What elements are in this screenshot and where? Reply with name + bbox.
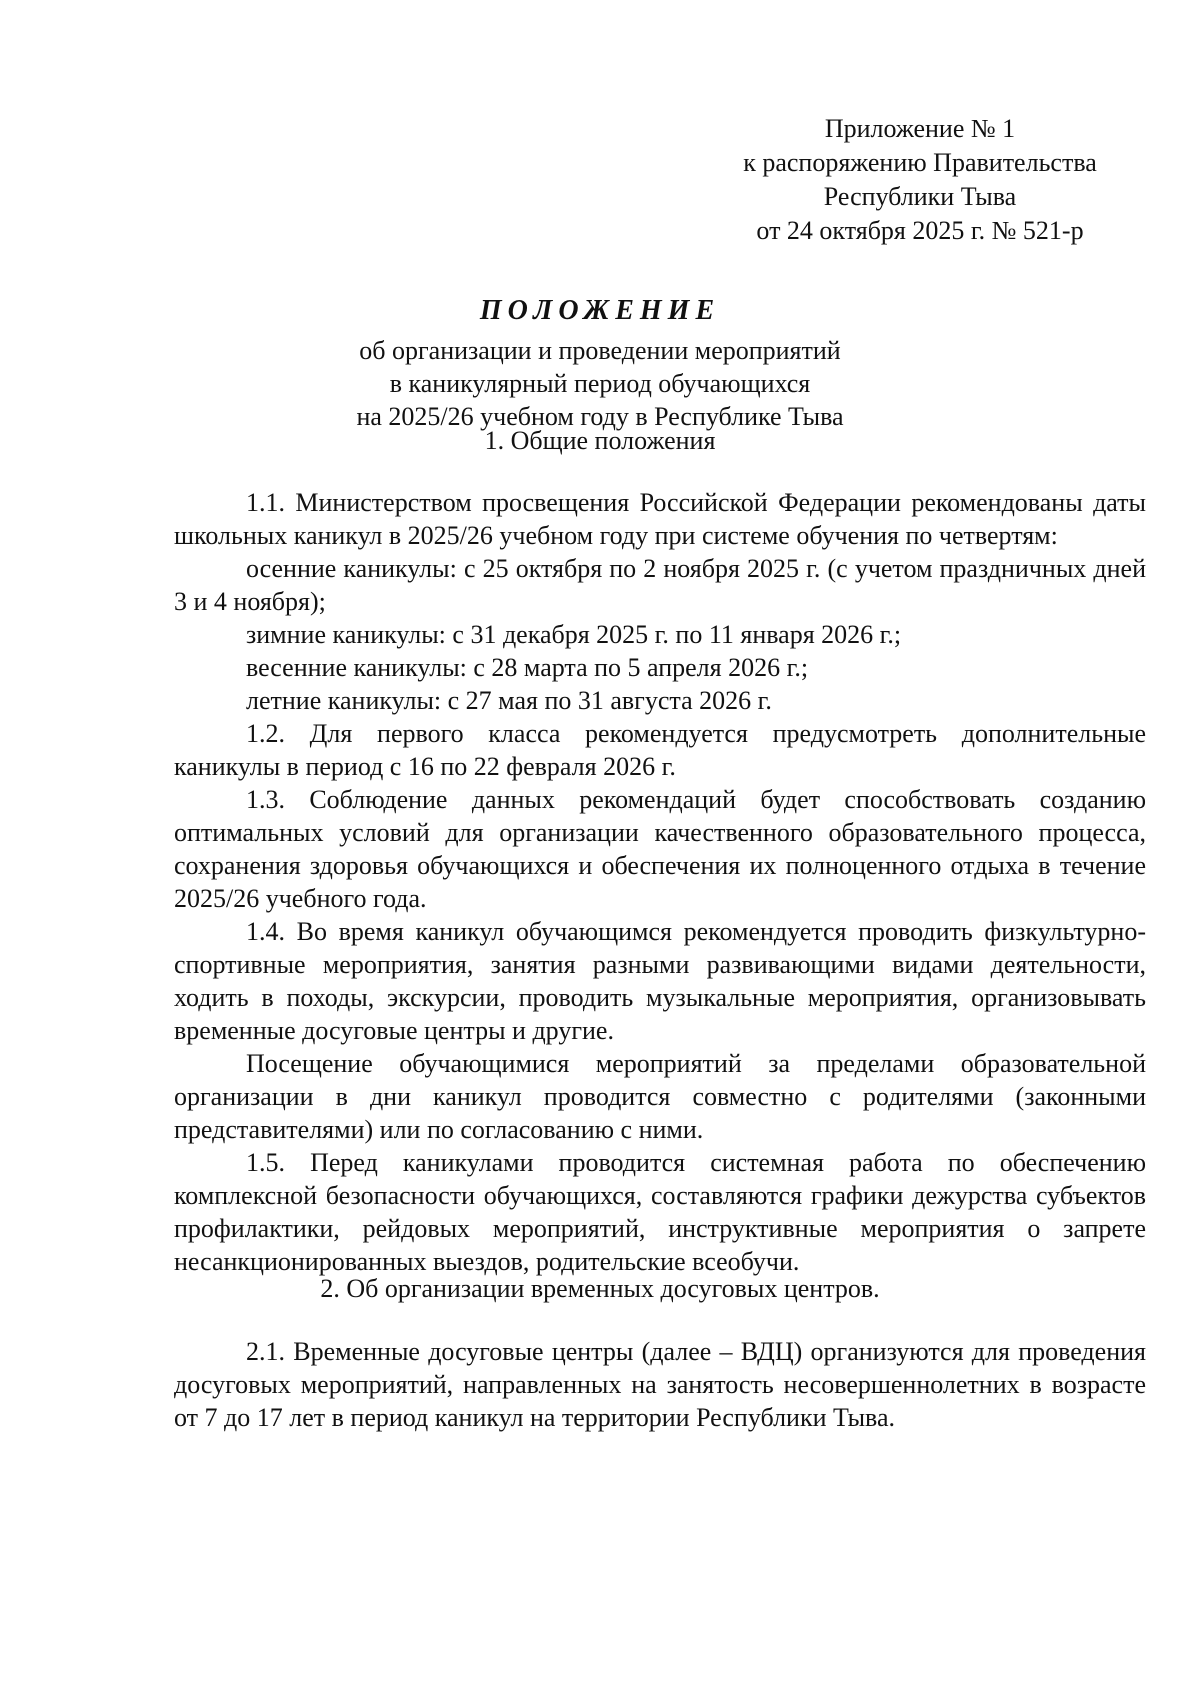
appendix-number: Приложение № 1 <box>824 114 1016 143</box>
holiday-winter: зимние каникулы: с 31 декабря 2025 г. по 11 января 2026 г.; <box>246 620 902 649</box>
paragraph-1-5: 1.5. Перед каникулами проводится системная работа по обеспечению комплексной безопасности обучающихся, составляются графики дежурства субъектов профилактики, рейдовых мероприятий, инструктивные мероприятия о запрете несанкционированных выездов, родительские всеобучи. <box>174 1148 1146 1276</box>
paragraph-1-4: 1.4. Во время каникул обучающимся рекомендуется проводить физкультурно-спортивные мероприятия, занятия разными развивающими видами деятельности, ходить в походы, экскурсии, проводить музыкальные мероприятия, организовывать временные досуговые центры и другие. <box>174 917 1146 1045</box>
document-subtitle <box>0 334 1200 433</box>
paragraph-2-1: 2.1. Временные досуговые центры (далее – ВДЦ) организуются для проведения досуговых мероприятий, направленных на занятость несовершеннолетних в возрасте от 7 до 17 лет в период каникул на территории Республики Тыва. <box>174 1337 1146 1432</box>
appendix-date: от 24 октября 2025 г. № 521-р <box>756 216 1084 245</box>
appendix-order-ref: к распоряжению Правительства <box>743 148 1097 177</box>
paragraph-1-1: 1.1. Министерством просвещения Российской Федерации рекомендованы даты школьных каникул в 2025/26 учебном году при системе обучения по четвертям: <box>174 488 1146 550</box>
appendix-header <box>700 112 1140 248</box>
paragraph-1-2: 1.2. Для первого класса рекомендуется предусмотреть дополнительные каникулы в период с 16 по 22 февраля 2026 г. <box>174 719 1146 781</box>
section-1-body <box>174 486 1146 1278</box>
holiday-autumn: осенние каникулы: с 25 октября по 2 ноября 2025 г. (с учетом праздничных дней 3 и 4 ноября); <box>174 554 1146 616</box>
subtitle-line-1: об организации и проведении мероприятий <box>359 336 841 365</box>
appendix-republic: Республики Тыва <box>823 182 1017 211</box>
holiday-summer: летние каникулы: с 27 мая по 31 августа 2026 г. <box>246 686 772 715</box>
section-2-heading: 2. Об организации временных досуговых центров. <box>320 1274 880 1303</box>
subtitle-line-2: в каникулярный период обучающихся <box>389 369 811 398</box>
section-2-body <box>174 1335 1146 1434</box>
paragraph-1-3: 1.3. Соблюдение данных рекомендаций будет способствовать созданию оптимальных условий для организации качественного образовательного процесса, сохранения здоровья обучающихся и обеспечения их полноценного отдыха в течение 2025/26 учебного года. <box>174 785 1146 913</box>
subtitle-line-3: на 2025/26 учебном году в Республике Тыва <box>356 402 844 431</box>
paragraph-1-4-visits: Посещение обучающимися мероприятий за пределами образовательной организации в дни каникул проводится совместно с родителями (законными представителями) или по согласованию с ними. <box>174 1049 1146 1144</box>
holiday-spring: весенние каникулы: с 28 марта по 5 апреля 2026 г.; <box>246 653 809 682</box>
document-title: ПОЛОЖЕНИЕ <box>479 295 721 326</box>
section-1-heading: 1. Общие положения <box>484 426 716 455</box>
